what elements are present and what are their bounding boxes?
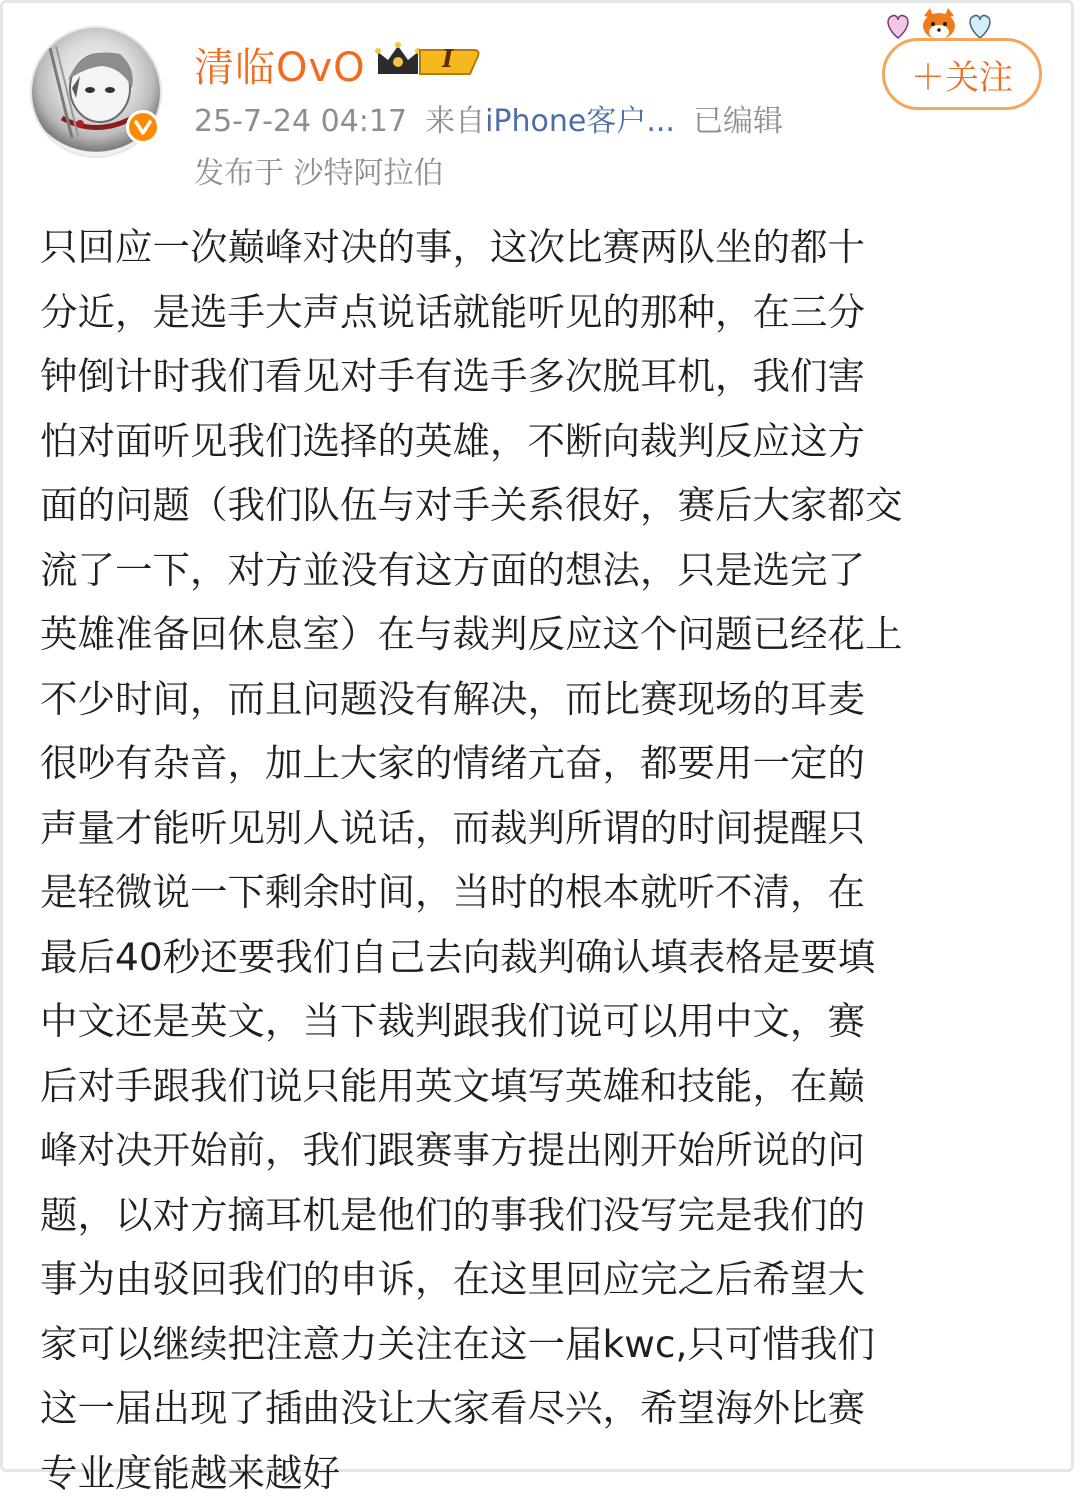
crown-level-badge-icon[interactable] [374,40,482,80]
post-line: 事为由驳回我们的申诉，在这里回应完之后希望大 [40,1247,1040,1312]
post-line: 不少时间，而且问题没有解决，而比赛现场的耳麦 [40,667,1040,732]
post-body [40,215,1040,1505]
source-prefix: 来自 [425,104,485,139]
edited-label[interactable]: 已编辑 [693,104,783,139]
username[interactable]: 清临OvO [194,36,366,93]
post-line: 中文还是英文，当下裁判跟我们说可以用中文，赛 [40,989,1040,1054]
post-location: 发布于 沙特阿拉伯 [194,148,444,192]
timestamp: 25-7-24 04:17 [194,104,407,139]
post-line: 只回应一次巅峰对决的事，这次比赛两队坐的都十 [40,215,1040,280]
post-line: 声量才能听见别人说话，而裁判所谓的时间提醒只 [40,796,1040,861]
post-line: 是轻微说一下剩余时间，当时的根本就听不清，在 [40,860,1040,925]
post-line: 峰对决开始前，我们跟赛事方提出刚开始所说的问 [40,1118,1040,1183]
post-header [0,0,1080,200]
post-line: 分近，是选手大声点说话就能听见的那种，在三分 [40,280,1040,345]
post-line: 后对手跟我们说只能用英文填写英雄和技能，在巅 [40,1054,1040,1119]
post-line: 怕对面听见我们选择的英雄，不断向裁判反应这方 [40,409,1040,474]
post-line: 流了一下，对方並没有这方面的想法，只是选完了 [40,538,1040,603]
post-meta [194,96,783,140]
verified-badge-icon [126,110,160,144]
post-line: 英雄准备回休息室）在与裁判反应这个问题已经花上 [40,602,1040,667]
post-line: 最后40秒还要我们自己去向裁判确认填表格是要填 [40,925,1040,990]
post-line: 钟倒计时我们看见对手有选手多次脱耳机，我们害 [40,344,1040,409]
post-line: 家可以继续把注意力关注在这一届kwc,只可惜我们 [40,1312,1040,1377]
post-line: 题，以对方摘耳机是他们的事我们没写完是我们的 [40,1183,1040,1248]
source-client-link[interactable]: iPhone客户... [485,104,675,139]
avatar-container[interactable] [30,26,162,158]
post-line: 这一届出现了插曲没让大家看尽兴，希望海外比赛 [40,1376,1040,1441]
follow-button[interactable]: ＋关注 [882,38,1042,110]
post-line: 专业度能越来越好 [40,1441,1040,1505]
badge-level: I [442,44,453,73]
post-line: 很吵有杂音，加上大家的情绪亢奋，都要用一定的 [40,731,1040,796]
post-line: 面的问题（我们队伍与对手关系很好，赛后大家都交 [40,473,1040,538]
